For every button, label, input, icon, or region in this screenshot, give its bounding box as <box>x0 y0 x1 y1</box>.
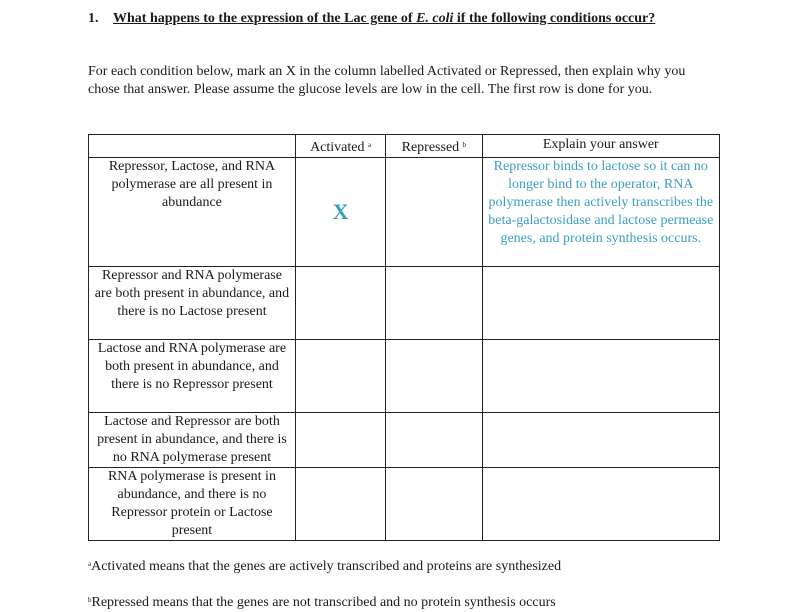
footnote-a <box>88 555 561 576</box>
repressed-cell[interactable] <box>386 468 482 541</box>
table-row <box>89 413 720 468</box>
table-row <box>89 267 720 340</box>
footnote-a-text: Activated means that the genes are actively transcribed and proteins are synthesized <box>91 559 562 574</box>
activated-cell[interactable] <box>295 340 385 413</box>
footnote-a-ref: a <box>367 141 372 149</box>
activated-cell[interactable] <box>295 267 385 340</box>
question-text: What happens to the expression of the Lac gene of E. coli if the following conditions occur? <box>113 11 656 26</box>
footnote-b-ref: b <box>462 141 467 149</box>
table-row <box>89 340 720 413</box>
activated-header: Activated $^a$ <box>295 135 385 158</box>
condition-cell: Lactose and Repressor are both present in abundance, and there is no RNA polymerase present <box>89 413 296 468</box>
table-header-row <box>89 135 720 158</box>
condition-cell: Repressor, Lactose, and RNA polymerase are all present in abundance <box>89 158 296 267</box>
repressed-cell[interactable] <box>386 267 482 340</box>
activated-cell[interactable] <box>295 413 385 468</box>
explain-header: Explain your answer <box>482 135 719 158</box>
activated-cell[interactable] <box>295 158 385 267</box>
footnote-b-text: Repressed means that the genes are not transcribed and no protein synthesis occurs <box>91 595 556 610</box>
organism-name: E. coli <box>416 11 454 26</box>
explain-cell[interactable]: Repressor binds to lactose so it can no longer bind to the operator, RNA polymerase then actively transcribes the beta-galactosidase and lactose permease genes, and protein synthesis occurs. <box>482 158 719 267</box>
conditions-table <box>88 134 720 541</box>
repressed-cell[interactable] <box>386 158 482 267</box>
explain-cell[interactable] <box>482 267 719 340</box>
table-row <box>89 158 720 267</box>
repressed-cell[interactable] <box>386 340 482 413</box>
activated-cell[interactable] <box>295 468 385 541</box>
instructions: For each condition below, mark an X in the column labelled Activated or Repressed, then explain why you chose that answer. Please assume the glucose levels are low in the cell. The first row is done for you. <box>88 64 686 97</box>
footnote-a-mark: a <box>88 560 92 568</box>
repressed-cell[interactable] <box>386 413 482 468</box>
condition-header <box>89 135 296 158</box>
footnote-b-mark: b <box>88 596 92 604</box>
condition-cell: RNA polymerase is present in abundance, and there is no Repressor protein or Lactose present <box>89 468 296 541</box>
explain-cell[interactable] <box>482 413 719 468</box>
table-row <box>89 468 720 541</box>
x-mark: X <box>332 198 349 224</box>
condition-cell: Lactose and RNA polymerase are both present in abundance, and there is no Repressor present <box>89 340 296 413</box>
explain-cell[interactable] <box>482 468 719 541</box>
repressed-header: Repressed $^b$ <box>386 135 482 158</box>
condition-cell: Repressor and RNA polymerase are both present in abundance, and there is no Lactose present <box>89 267 296 340</box>
question-number: 1. <box>88 11 99 26</box>
explain-cell[interactable] <box>482 340 719 413</box>
